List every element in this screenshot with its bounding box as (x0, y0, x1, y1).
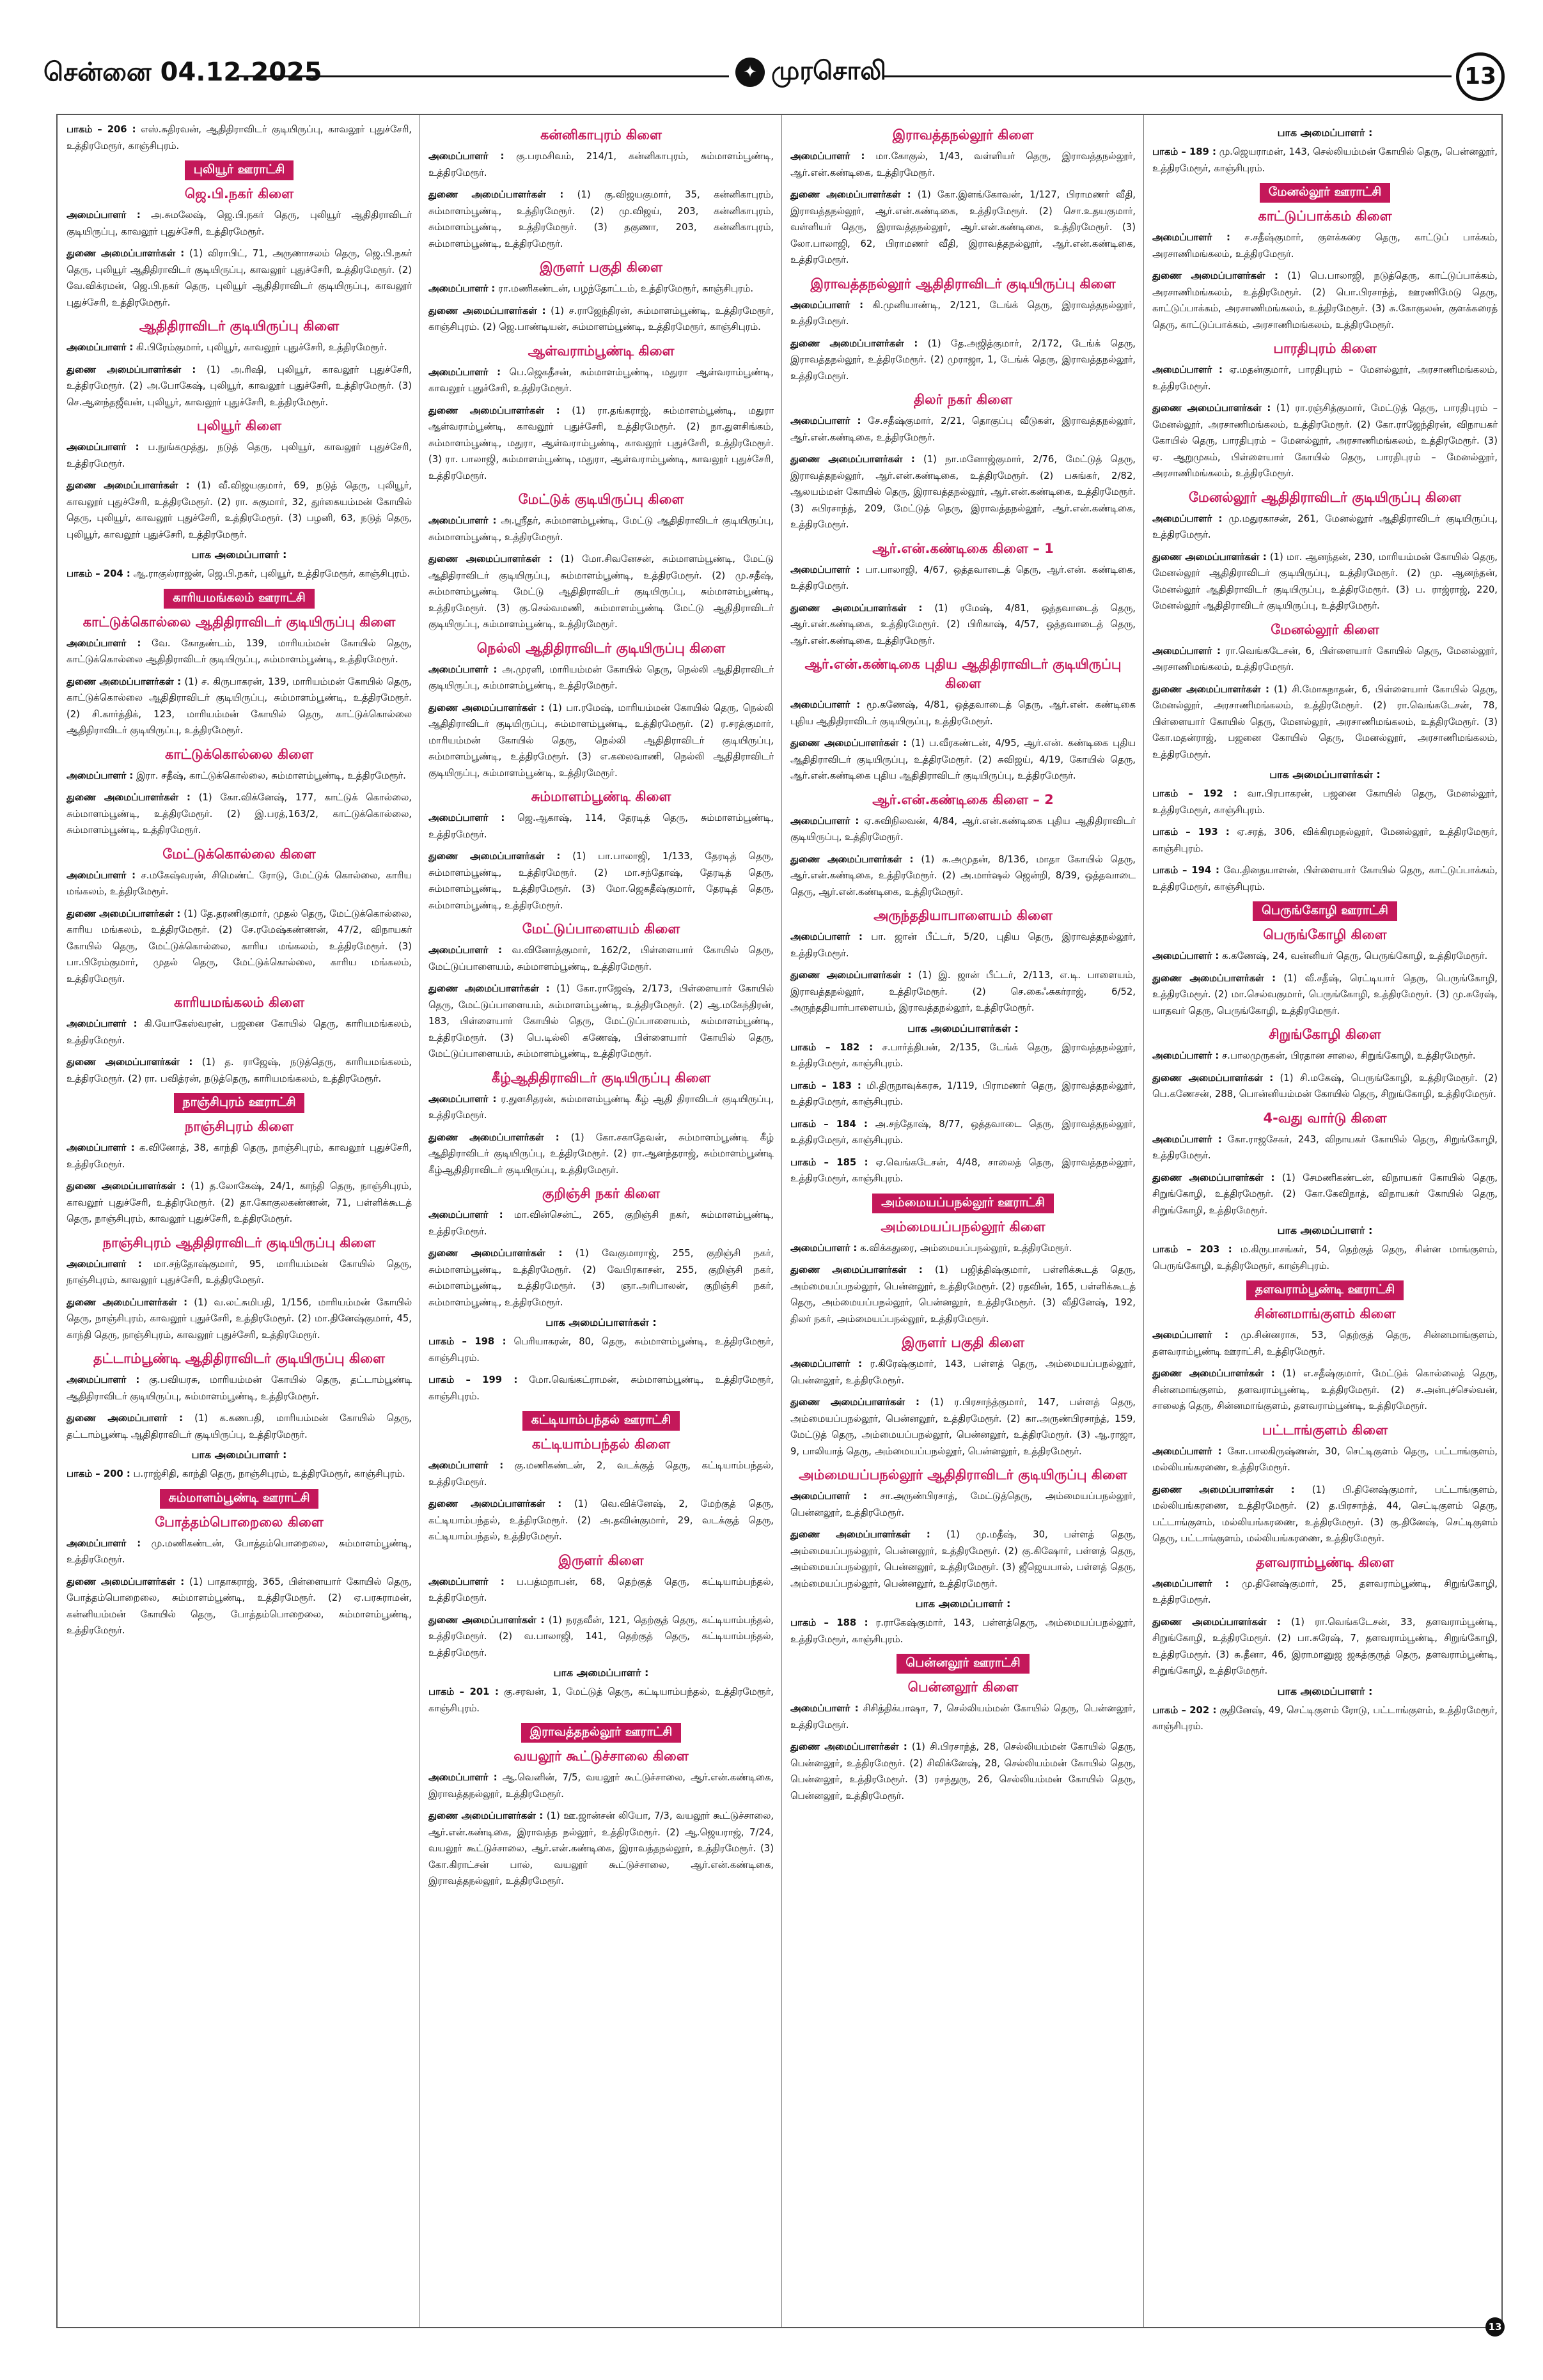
appointment-entry: துணை அமைப்பாளர்கள் : (1) சி.மோகநாதன், 6, பிள்ளையார் கோயில் தெரு, மேனல்லூர், அரசாணிமங்கலம், உத்திரமேரூர். (2) ரா.வெங்கடேசன், 78, பிள்ளையார் கோயில் தெரு, மேனல்லூர், அரசாணிமங்கலம், உத்திரமேரூர். (3) கோ.மதன்ராஜ், பஜனை கோயில் தெரு, மேனல்லூர், அரசாணிமங்கலம், உத்திரமேரூர். (1152, 683, 1498, 760)
appointment-entry: அமைப்பாளர் : மு.தினேஷ்குமார், 25, தளவராம்பூண்டி, சிறுங்கோழி, உத்திரமேரூர். (1152, 1578, 1498, 1605)
panchayat-heading: அம்மையப்பநல்லூர் ஊராட்சி (872, 1194, 1054, 1213)
appointment-entry: பாகம் – 200 : ப.ராஜ்சிதி, காந்தி தெரு, நாஞ்சிபுரம், உத்திரமேரூர், காஞ்சிபுரம். (67, 1468, 405, 1479)
branch-heading: ஆர்.என்.கண்டிகை கிளை – 2 (872, 791, 1054, 807)
appointment-entry: துணை அமைப்பாளர்கள் : (1) வ.லட்சுமிபதி, 1/156, மாரியம்மன் கோயில் தெரு, நாஞ்சிபுரம், காவலூர் புதுச்சேரி, உத்திரமேரூர். (2) மா.தினேஷ்குமார், 45, காந்தி தெரு, நாஞ்சிபுரம், காவலூர் புதுச்சேரி, உத்திரமேரூர். (67, 1296, 412, 1341)
panchayat-heading: பெருங்கோழி ஊராட்சி (1253, 901, 1397, 921)
appointment-entry: துணை அமைப்பாளர்கள் : (1) சேமணிகண்டன், விநாயகர் கோயில் தெரு, சிறுங்கோழி, உத்திரமேரூர். (2) கோ.கேவிநாத், விநாயகர் கோயில் தெரு, சிறுங்கோழி, உத்திரமேரூர். (1152, 1172, 1498, 1216)
appointment-entry: அமைப்பாளர் : அ.சுமலேஷ், ஜெ.பி.நகர் தெரு, புலியூர் ஆதிதிராவிடர் குடியிருப்பு, காவலூர் புதுச்சேரி, உத்திரமேரூர். (67, 210, 412, 237)
branch-heading: ஆதிதிராவிடர் குடியிருப்பு கிளை (139, 318, 340, 334)
appointment-entry: அமைப்பாளர் : ச.மகேஷ்வரன், சிமெண்ட் ரோடு, மேட்டுக் கொல்லை, காரிய மங்கலம், உத்திரமேரூர். (67, 869, 412, 897)
appointment-entry: துணை அமைப்பாளர்கள் : (1) கோ.ராஜேஷ், 2/173, பிள்ளையார் கோயில் தெரு, மேட்டுப்பாளையம், சும்மாளம்பூண்டி, உத்திரமேரூர். (2) ஆ.மகேந்திரன், 183, பிள்ளையார் கோயில் தெரு, மேட்டுப்பாளையம், சும்மாளம்பூண்டி, உத்திரமேரூர். (3) பெ.டில்லி கணேஷ், பிள்ளையார் கோயில் தெரு, மேட்டுப்பாளையம், சும்மாளம்பூண்டி, உத்திரமேரூர். (428, 983, 774, 1059)
appointment-entry: துணை அமைப்பாளர் : (1) க.கணபதி, மாரியம்மன் கோயில் தெரு, தட்டாம்பூண்டி ஆதிதிராவிடர் குடியிருப்பு, உத்திரமேரூர். (67, 1413, 412, 1440)
appointment-entry: அமைப்பாளர் : ர.கிரேஷ்குமார், 143, பள்ளத் தெரு, அம்மையப்பநல்லூர், பென்னலூர், உத்திரமேரூர். (790, 1358, 1136, 1386)
branch-heading: தட்டாம்பூண்டி ஆதிதிராவிடர் குடியிருப்பு கிளை (93, 1351, 386, 1366)
appointment-entry: துணை அமைப்பாளர்கள் : (1) பா.பாலாஜி, 1/133, தேரடித் தெரு, சும்மாளம்பூண்டி, உத்திரமேரூர். (2) மா.சந்தோஷ், தேரடித் தெரு, சும்மாளம்பூண்டி, உத்திரமேரூர். (3) மோ.ஜெகதீஷ்குமார், தேரடித் தெரு, சும்மாளம்பூண்டி, உத்திரமேரூர். (428, 851, 774, 911)
appointment-entry: துணை அமைப்பாளர்கள் : (1) பி.தினேஷ்குமார், பட்டாங்குளம், மல்லியங்கரணை, உத்திரமேரூர். (2) த.பிரசாந்த், 44, செட்டிகுளம் தெரு, பட்டாங்குளம், மல்லியங்கரணை, உத்திரமேரூர். (3) கு.தினேஷ், செட்டிகுளம் தெரு, பட்டாங்குளம், மல்லியங்கரணை, உத்திரமேரூர். (1152, 1484, 1498, 1544)
appointment-entry: அமைப்பாளர் : க.விக்கதுரை, அம்மையப்பநல்லூர், உத்திரமேரூர். (790, 1242, 1072, 1254)
branch-heading: வயலூர் கூட்டுச்சாலை கிளை (513, 1748, 689, 1764)
appointment-entry: துணை அமைப்பாளர்கள் : (1) சி.மகேஷ், பெருங்கோழி, உத்திரமேரூர். (2) பெ.கணேசன், 288, பொன்னியம்மன் கோயில் தெரு, சிறுங்கோழி, உத்திரமேரூர். (1152, 1072, 1498, 1100)
appointment-entry: அமைப்பாளர் : வ.வினோத்குமார், 162/2, பிள்ளையார் கோயில் தெரு, மேட்டுப்பாளையம், சும்மாளம்பூண்டி, உத்திரமேரூர். (428, 945, 774, 972)
branch-heading: இருளர் பகுதி கிளை (540, 260, 662, 275)
footer-page-number: 13 (1485, 2317, 1505, 2337)
appointment-entry: துணை அமைப்பாளர்கள் : (1) வேகுமாராஜ், 255, குறிஞ்சி நகர், சும்மாளம்பூண்டி, உத்திரமேரூர். (2) வேபிரகாசன், 255, குறிஞ்சி நகர், சும்மாளம்பூண்டி, உத்திரமேரூர். (3) ஞா.அரிபாலன், குறிஞ்சி நகர், சும்மாளம்பூண்டி, உத்திரமேரூர். (428, 1248, 774, 1308)
branch-heading: மேட்டுக் குடியிருப்பு கிளை (518, 492, 684, 507)
appointment-entry: அமைப்பாளர் : வே. கோதண்டம், 139, மாரியம்மன் கோயில் தெரு, காட்டுக்கொல்லை ஆதிதிராவிடர் குடியிருப்பு, சும்மாளம்பூண்டி, உத்திரமேரூர். (67, 637, 412, 665)
section-subheading: பாக அமைப்பாளர் : (191, 548, 287, 561)
branch-heading: அருந்ததியாபாளையம் கிளை (873, 908, 1053, 923)
branch-heading: பெருங்கோழி கிளை (1263, 927, 1387, 942)
appointment-entry: அமைப்பாளர் : மு.சின்னராசு, 53, தெற்குத் தெரு, சின்னமாங்குளம், தளவராம்பூண்டி ஊராட்சி, உத்திரமேரூர். (1152, 1330, 1498, 1357)
appointment-entry: அமைப்பாளர் : ஜெ.ஆகாஷ், 114, தேரடித் தெரு, சும்மாளம்பூண்டி, உத்திரமேரூர். (428, 813, 774, 840)
appointment-entry: துணை அமைப்பாளர்கள் : (1) நா.மனோஜ்குமார், 2/76, மேட்டுத் தெரு, இராவத்தநல்லூர், ஆர்.என்.கண்டிகை, உத்திரமேரூர். (2) பசுங்கர், 2/82, ஆலயம்மன் கோயில் தெரு, இராவத்தநல்லூர், ஆர்.என்.கண்டிகை, உத்திரமேரூர். (3) சுபிரசாந்த், 209, மேட்டுத் தெரு, இராவத்தநல்லூர், ஆர்.என்.கண்டிகை, உத்திரமேரூர். (790, 454, 1136, 530)
branch-heading: பென்னலூர் கிளை (907, 1679, 1019, 1695)
section-subheading: பாக அமைப்பாளர் : (1277, 127, 1373, 139)
appointment-entry: துணை அமைப்பாளர்கள் : (1) பா.ரமேஷ், மாரியம்மன் கோயில் தெரு, நெல்லி ஆதிதிராவிடர் குடியிருப்பு, சும்மாளம்பூண்டி, உத்திரமேரூர். (2) ர.சரத்குமார், மாரியம்மன் கோயில் தெரு, நெல்லி ஆதிதிராவிடர் குடியிருப்பு, சும்மாளம்பூண்டி, உத்திரமேரூர். (3) எ.கலைவாணி, நெல்லி ஆதிதிராவிடர் குடியிருப்பு, சும்மாளம்பூண்டி, உத்திரமேரூர். (428, 702, 774, 779)
appointment-entry: பாகம் – 203 : ம.கிருபாசங்கர், 54, தெற்குத் தெரு, சின்ன மாங்குளம், பெருங்கோழி, உத்திரமேரூர், காஞ்சிபுரம். (1152, 1244, 1498, 1272)
appointment-entry: துணை அமைப்பாளர்கள் : (1) ஊ.ஜான்சன் லியோ, 7/3, வயலூர் கூட்டுச்சாலை, ஆர்.என்.கண்டிகை, இராவத்த நல்லூர், உத்திரமேரூர். (2) ஆ.ஜெயராஜ், 7/24, வயலூர் கூட்டுச்சாலை, ஆர்.என்.கண்டிகை, இராவத்தநல்லூர், உத்திரமேரூர். (3) கோ.கிராட்சன் பால், வயலூர் கூட்டுச்சாலை, ஆர்.என்.கண்டிகை, இராவத்தநல்லூர், உத்திரமேரூர். (428, 1810, 774, 1886)
appointment-entry: அமைப்பாளர் : பா.பாலாஜி, 4/67, ஒத்தவாடைத் தெரு, ஆர்.என். கண்டிகை, உத்திரமேரூர். (790, 564, 1136, 591)
branch-heading: கன்னிகாபுரம் கிளை (540, 127, 662, 143)
appointment-entry: அமைப்பாளர் : மா.வின்சென்ட், 265, குறிஞ்சி நகர், சும்மாளம்பூண்டி, உத்திரமேரூர். (428, 1209, 774, 1237)
branch-heading: திலர் நகர் கிளை (913, 392, 1013, 407)
appointment-entry: அமைப்பாளர் : மா.சந்தோஷ்குமார், 95, மாரியம்மன் கோயில் தெரு, நாஞ்சிபுரம், காவலூர் புதுச்சேரி, உத்திரமேரூர். (67, 1258, 412, 1286)
branch-heading: ஆர்.என்.கண்டிகை புதிய ஆதிதிராவிடர் குடியிருப்பு கிளை (804, 657, 1122, 691)
appointment-entry: பாகம் – 201 : கு.சரவன், 1, மேட்டுத் தெரு, கட்டியாம்பந்தல், உத்திரமேரூர், காஞ்சிபுரம். (428, 1686, 774, 1714)
appointment-entry: அமைப்பாளர் : அ.ஸ்ரீதர், சும்மாளம்பூண்டி, மேட்டு ஆதிதிராவிடர் குடியிருப்பு, சும்மாளம்பூண்டி, உத்திரமேரூர். (428, 515, 774, 543)
panchayat-heading: இராவத்தநல்லூர் ஊராட்சி (521, 1723, 682, 1743)
section-subheading: பாக அமைப்பாளர் : (1277, 1224, 1373, 1236)
appointment-entry: துணை அமைப்பாளர்கள் : (1) பெ.பாலாஜி, நடுத்தெரு, காட்டுப்பாக்கம், அரசாணிமங்கலம், உத்திரமேரூர். (2) பொ.பிரசாந்த், ஊரணிமேடு தெரு, காட்டுப்பாக்கம், அரசாணிமங்கலம், உத்திரமேரூர். (3) சு.கோகுலன், குளக்கரைத் தெரு, காட்டுப்பாக்கம், அரசாணிமங்கலம், உத்திரமேரூர். (1152, 270, 1498, 331)
appointment-entry: அமைப்பாளர் : மு.மதுரகாசன், 261, மேனல்லூர் ஆதிதிராவிடர் குடியிருப்பு, உத்திரமேரூர். (1152, 513, 1498, 540)
branch-heading: இருளர் கிளை (558, 1552, 644, 1568)
appointment-entry: பாகம் – 194 : வே.தினதயாளன், பிள்ளையார் கோயில் தெரு, காட்டுப்பாக்கம், உத்திரமேரூர், காஞ்சிபுரம். (1152, 865, 1498, 892)
section-subheading: பாக அமைப்பாளர்கள் : (907, 1022, 1019, 1034)
branch-heading: சின்னமாங்குளம் கிளை (1254, 1306, 1396, 1321)
column-divider (419, 115, 420, 2327)
appointment-entry: துணை அமைப்பாளர்கள் : (1) எ.சதீஷ்குமார், மேட்டுக் கொல்லைத் தெரு, சின்னமாங்குளம், தளவராம்பூண்டி, உத்திரமேரூர். (2) ச.அன்புச்செல்வன், சாலைத் தெரு, சின்னமாங்குளம், தளவராம்பூண்டி, உத்திரமேரூர். (1152, 1368, 1498, 1412)
branch-heading: புலியூர் கிளை (196, 418, 282, 433)
appointment-entry: துணை அமைப்பாளர்கள் : (1) மா. ஆனந்தன், 230, மாரியம்மன் கோயில் தெரு, மேனல்லூர் ஆதிதிராவிடர் குடியிருப்பு, உத்திரமேரூர். (2) மு. ஆனந்தன், மேனல்லூர் ஆதிதிராவிடர் குடியிருப்பு, உத்திரமேரூர். (3) ப. ராஜ்ராஜ், 220, மேனல்லூர் ஆதிதிராவிடர் குடியிருப்பு, உத்திரமேரூர். (1152, 551, 1498, 611)
appointment-entry: பாகம் – 189 : மு.ஜெயராமன், 143, செல்லியம்மன் கோயில் தெரு, பென்னலூர், உத்திரமேரூர், காஞ்சிபுரம். (1152, 146, 1498, 174)
appointment-entry: துணை அமைப்பாளர்கள் : (1) விராபிட், 71, அருணாசலம் தெரு, ஜெ.பி.நகர் தெரு, புலியூர் ஆதிதிராவிடர் குடியிருப்பு, காவலூர் புதுச்சேரி, உத்திரமேரூர். (2) வே.விக்ரமன், ஜெ.பி.நகர் தெரு, புலியூர் ஆதிதிராவிடர் குடியிருப்பு, காவலூர் புதுச்சேரி, உத்திரமேரூர். (67, 248, 412, 308)
appointment-entry: துணை அமைப்பாளர்கள் : (1) ச. கிருபாகரன், 139, மாரியம்மன் கோயில் தெரு, காட்டுக்கொல்லை ஆதிதிராவிடர் குடியிருப்பு, சும்மாளம்பூண்டி, உத்திரமேரூர். (2) சி.கார்த்திக், 123, மாரியம்மன் கோயில் தெரு, காட்டுக்கொல்லை ஆதிதிராவிடர் குடியிருப்பு, உத்திரமேரூர். (67, 676, 412, 736)
branch-heading: இராவத்தநல்லூர் கிளை (892, 127, 1034, 143)
appointment-entry: பாகம் – 183 : மி.திருநாவுக்கரசு, 1/119, பிராமணர் தெரு, இராவத்தநல்லூர், உத்திரமேரூர், காஞ்சிபுரம். (790, 1080, 1136, 1107)
branch-heading: சும்மாளம்பூண்டி கிளை (531, 789, 671, 804)
appointment-entry: பாகம் – 202 : குதினேஷ், 49, செட்டிகுளம் ரோடு, பட்டாங்குளம், உத்திரமேரூர், காஞ்சிபுரம். (1152, 1704, 1498, 1732)
panchayat-heading: காரியமங்கலம் ஊராட்சி (164, 589, 314, 609)
appointment-entry: அமைப்பாளர் : மூ.கணேஷ், 4/81, ஒத்தவாடைத் தெரு, ஆர்.என். கண்டிகை புதிய ஆதிதிராவிடர் குடியிருப்பு, உத்திரமேரூர். (790, 699, 1136, 727)
appointment-entry: பாகம் – 206 : எஸ்.சுதிரவன், ஆதிதிராவிடர் குடியிருப்பு, காவலூர் புதுச்சேரி, உத்திரமேரூர், காஞ்சிபுரம். (67, 124, 412, 152)
branch-heading: ஆர்.என்.கண்டிகை கிளை – 1 (872, 540, 1054, 556)
appointment-entry: துணை அமைப்பாளர்கள் : (1) வீ.விஜயகுமார், 69, நடுத் தெரு, புலியூர், காவலூர் புதுச்சேரி, உத்திரமேரூர். (2) ரா. சுகுமார், 32, துர்கையம்மன் கோயில் தெரு, புலியூர், காவலூர் புதுச்சேரி, உத்திரமேரூர். (3) பழனி, 63, நடுத் தெரு, புலியூர், காவலூர் புதுச்சேரி, உத்திரமேரூர். (67, 480, 412, 540)
branch-heading: இருளர் பகுதி கிளை (902, 1335, 1024, 1350)
appointment-entry: அமைப்பாளர் : கி.யோகேஸ்வரன், பஜனை கோயில் தெரு, காரியமங்கலம், உத்திரமேரூர். (67, 1018, 412, 1046)
appointment-entry: பாகம் – 199 : மோ.வெங்கட்ராமன், சும்மாளம்பூண்டி, உத்திரமேரூர், காஞ்சிபுரம். (428, 1374, 774, 1402)
panchayat-heading: கட்டியாம்பந்தல் ஊராட்சி (522, 1411, 680, 1431)
branch-heading: பட்டாங்குளம் கிளை (1262, 1422, 1388, 1438)
section-subheading: பாக அமைப்பாளர் : (915, 1598, 1011, 1610)
appointment-entry: துணை அமைப்பாளர்கள் : (1) தே.தரணிகுமார், முதல் தெரு, மேட்டுக்கொல்லை, காரிய மங்கலம், உத்திரமேரூர். (2) சே.ரமேஷ்கண்ணன், 47/2, விநாயகர் கோயில் தெரு, மேட்டுக்கொல்லை, காரிய மங்கலம், உத்திரமேரூர். (3) பா.பிரேம்குமார், முதல் தெரு, மேட்டுக்கொல்லை, காரிய மங்கலம், உத்திரமேரூர். (67, 908, 412, 984)
branch-heading: ஜெ.பி.நகர் கிளை (184, 186, 294, 201)
appointment-entry: துணை அமைப்பாளர்கள் : (1) கு.விஜயகுமார், 35, கன்னிகாபுரம், சும்மாளம்பூண்டி, உத்திரமேரூர். (2) மு.விஜய், 203, கன்னிகாபுரம், சும்மாளம்பூண்டி, உத்திரமேரூர். (3) தகுணா, 203, கன்னிகாபுரம், சும்மாளம்பூண்டி, உத்திரமேரூர். (428, 189, 774, 249)
dateline: சென்னை 04.12.2025 (43, 58, 322, 87)
branch-heading: கட்டியாம்பந்தல் கிளை (531, 1436, 671, 1452)
section-subheading: பாக அமைப்பாளர்கள் : (545, 1316, 657, 1328)
appointment-entry: பாகம் – 184 : அ.சந்தோஷ், 8/77, ஒத்தவாடை தெரு, இராவத்தநல்லூர், உத்திரமேரூர், காஞ்சிபுரம். (790, 1118, 1136, 1146)
article-frame (56, 114, 1503, 2328)
column-3 (790, 121, 1136, 1810)
branch-heading: குறிஞ்சி நகர் கிளை (542, 1186, 661, 1201)
page-number-badge: 13 (1456, 52, 1505, 101)
section-subheading: பாக அமைப்பாளர் : (1277, 1684, 1373, 1697)
appointment-entry: துணை அமைப்பாளர்கள் : (1) வெ.விக்னேஷ், 2, மேற்குத் தெரு, கட்டியாம்பந்தல், உத்திரமேரூர். (2) அ.தவின்குமார், 29, வடக்குத் தெரு, கட்டியாம்பந்தல், உத்திரமேரூர். (428, 1498, 774, 1542)
appointment-entry: அமைப்பாளர் : ப.நுங்கமுத்து, நடுத் தெரு, புலியூர், காவலூர் புதுச்சேரி, உத்திரமேரூர். (67, 442, 412, 469)
appointment-entry: அமைப்பாளர் : கி.பிரேம்குமார், புலியூர், காவலூர் புதுச்சேரி, உத்திரமேரூர். (67, 342, 388, 353)
appointment-entry: அமைப்பாளர் : ஆ.வெனின், 7/5, வயலூர் கூட்டுச்சாலை, ஆர்.என்.கண்டிகை, இராவத்தநல்லூர், உத்திரமேரூர். (428, 1772, 774, 1800)
branch-heading: மேட்டுப்பாளையம் கிளை (522, 921, 680, 937)
column-divider (1143, 115, 1144, 2327)
appointment-entry: துணை அமைப்பாளர்கள் : (1) மு.மதீஷ், 30, பள்ளத் தெரு, அம்மையப்பநல்லூர், பென்னலூர், உத்திரமேரூர். (2) கு.கிஷோர், பள்ளத் தெரு, அம்மையப்பநல்லூர், பென்னலூர், உத்திரமேரூர். (3) ஜீஜெயபால், பள்ளத் தெரு, அம்மையப்பநல்லூர், பென்னலூர், உத்திரமேரூர். (790, 1529, 1136, 1589)
appointment-entry: அமைப்பாளர் : க.கணேஷ், 24, வன்னியர் தெரு, பெருங்கோழி, உத்திரமேரூர். (1152, 951, 1488, 961)
panchayat-heading: பென்னலூர் ஊராட்சி (897, 1654, 1029, 1674)
appointment-entry: துணை அமைப்பாளர்கள் : (1) சி.பிரசாந்த், 28, செல்லியம்மன் கோயில் தெரு, பென்னலூர், உத்திரமேரூர். (2) சிவிக்னேஷ், 28, செல்லியம்மன் கோயில் தெரு, பென்னலூர், உத்திரமேரூர். (3) ரசந்துரு, 26, செல்லியம்மன் கோயில் தெரு, பென்னலூர், உத்திரமேரூர். (790, 1741, 1136, 1801)
appointment-entry: அமைப்பாளர் : கு.மணிகண்டன், 2, வடக்குத் தெரு, கட்டியாம்பந்தல், உத்திரமேரூர். (428, 1460, 774, 1488)
appointment-entry: அமைப்பாளர் : சிசித்திக்பாஷா, 7, செல்லியம்மன் கோயில் தெரு, பென்னலூர், உத்திரமேரூர். (790, 1703, 1136, 1731)
appointment-entry: அமைப்பாளர் : பெ.ஜெகதீசன், சும்மாளம்பூண்டி, மதுரா ஆள்வராம்பூண்டி, காவலூர் புதுச்சேரி, உத்திரமேரூர். (428, 366, 774, 394)
appointment-entry: அமைப்பாளர் : கோ.பாலகிருஷ்ணன், 30, செட்டிகுளம் தெரு, பட்டாங்குளம், மல்லியங்கரணை, உத்திரமேரூர். (1152, 1445, 1498, 1473)
branch-heading: காரியமங்கலம் கிளை (174, 995, 304, 1010)
masthead-rule-left (237, 75, 729, 77)
section-subheading: பாக அமைப்பாளர் : (191, 1449, 287, 1461)
column-1 (67, 121, 412, 1645)
section-subheading: பாக அமைப்பாளர் : (553, 1667, 649, 1679)
appointment-entry: துணை அமைப்பாளர்கள் : (1) பஜித்திஷ்குமார், பள்ளிக்கூடத் தெரு, அம்மையப்பநல்லூர், பென்னலூர், உத்திரமேரூர். (2) ரதவின், 165, பள்ளிக்கூடத் தெரு, அம்மையப்பநல்லூர், பென்னலூர், உத்திரமேரூர். (3) வீதினேஷ், 192, திலர் நகர், அம்மையப்பநல்லூர், உத்திரமேரூர். (790, 1264, 1136, 1325)
appointment-entry: பாகம் – 192 : வா.பிரபாகரன், பஜனை கோயில் தெரு, மேனல்லூர், உத்திரமேரூர், காஞ்சிபுரம். (1152, 788, 1498, 816)
appointment-entry: அமைப்பாளர் : பா. ஜான் பீட்டர், 5/20, புதிய தெரு, இராவத்தநல்லூர், உத்திரமேரூர். (790, 931, 1136, 959)
appointment-entry: அமைப்பாளர் : சா.அருண்பிரசாத், மேட்டுத்தெரு, அம்மையப்பநல்லூர், பென்னலூர், உத்திரமேரூர். (790, 1491, 1136, 1518)
branch-heading: மேட்டுக்கொல்லை கிளை (162, 846, 316, 862)
panchayat-heading: நாஞ்சிபுரம் ஊராட்சி (174, 1093, 305, 1113)
appointment-entry: அமைப்பாளர் : ச.சதீஷ்குமார், குளக்கரை தெரு, காட்டுப் பாக்கம், அரசாணிமங்கலம், உத்திரமேரூர். (1152, 232, 1498, 260)
panchayat-heading: புலியூர் ஊராட்சி (185, 160, 294, 180)
appointment-entry: அமைப்பாளர் : கு.பவியரசு, மாரியம்மன் கோயில் தெரு, தட்டாம்பூண்டி ஆதிதிராவிடர் குடியிருப்பு, சும்மாளம்பூண்டி, உத்திரமேரூர். (67, 1374, 412, 1402)
appointment-entry: துணை அமைப்பாளர்கள் : (1) த.லோகேஷ், 24/1, காந்தி தெரு, நாஞ்சிபுரம், காவலூர் புதுச்சேரி, உத்திரமேரூர். (2) தா.கோகுலகண்ணன், 71, பள்ளிக்கூடத் தெரு, நாஞ்சிபுரம், காவலூர் புதுச்சேரி, உத்திரமேரூர். (67, 1181, 412, 1224)
appointment-entry: பாகம் – 193 : ஏ.சரத், 306, விக்கிரமநல்லூர், மேனல்லூர், உத்திரமேரூர், காஞ்சிபுரம். (1152, 827, 1498, 854)
panchayat-heading: மேனல்லூர் ஊராட்சி (1260, 183, 1390, 203)
column-divider (781, 115, 782, 2327)
appointment-entry: துணை அமைப்பாளர்கள் : (1) கோ.இளங்கோவன், 1/127, பிராமணர் வீதி, இராவத்தநல்லூர், ஆர்.என்.கண்டிகை, உத்திரமேரூர். (2) சொ.உதயகுமார், வள்ளியர் தெரு, இராவத்தநல்லூர், ஆர்.என்.கண்டிகை, உத்திரமேரூர். (3) லோ.பாலாஜி, 62, பிராமணர் வீதி, இராவத்தநல்லூர், ஆர்.என்.கண்டிகை, உத்திரமேரூர். (790, 189, 1136, 265)
appointment-entry: துணை அமைப்பாளர்கள் : (1) சு.அமுதன், 8/136, மாதா கோயில் தெரு, ஆர்.என்.கண்டிகை, உத்திரமேரூர். (2) அ.மார்ஷல் ஜென்றி, 8/39, ஒத்தவாடை தெரு, ஆர்.என்.கண்டிகை, உத்திரமேரூர். (790, 853, 1136, 898)
branch-heading: கீழ்ஆதிதிராவிடர் குடியிருப்பு கிளை (491, 1069, 711, 1085)
appointment-entry: துணை அமைப்பாளர்கள் : (1) நரதவீன், 121, தெற்குத் தெரு, கட்டியாம்பந்தல், உத்திரமேரூர். (2) வ.பாலாஜி, 141, தெற்குத் தெரு, கட்டியாம்பந்தல், உத்திரமேரூர். (428, 1614, 774, 1658)
paper-logo (735, 56, 886, 89)
appointment-entry: துணை அமைப்பாளர்கள் : (1) வீ.சதீஷ், ரெட்டியார் தெரு, பெருங்கோழி, உத்திரமேரூர். (2) மா.செல்வகுமார், பெருங்கோழி, உத்திரமேரூர். (3) மு.சுரேஷ், யாதவர் தெரு, பெருங்கோழி, உத்திரமேரூர். (1152, 972, 1498, 1016)
branch-heading: காட்டுக்கொல்லை கிளை (164, 746, 314, 762)
appointment-entry: அமைப்பாளர் : சே.சதீஷ்குமார், 2/21, தொகுப்பு வீடுகள், இராவத்தநல்லூர், ஆர்.என்.கண்டிகை, உத்திரமேரூர். (790, 416, 1136, 443)
appointment-entry: துணை அமைப்பாளர்கள் : (1) அ.ரிஷி, புலியூர், காவலூர் புதுச்சேரி, உத்திரமேரூர். (2) அ.போகேஷ், புலியூர், காவலூர் புதுச்சேரி, உத்திரமேரூர். (3) செ.ஆனந்தஜீவன், புலியூர், காவலூர் புதுச்சேரி, உத்திரமேரூர். (67, 364, 412, 408)
branch-heading: காட்டுக்கொல்லை ஆதிதிராவிடர் குடியிருப்பு கிளை (82, 614, 396, 630)
branch-heading: பாரதிபுரம் கிளை (1273, 341, 1377, 356)
emblem-icon: ✦ (735, 58, 765, 87)
appointment-entry: துணை அமைப்பாளர்கள் : (1) கோ.விக்னேஷ், 177, காட்டுக் கொல்லை, சும்மாளம்பூண்டி, உத்திரமேரூர். (2) இ.பரத்,163/2, காட்டுக்கொல்லை, சும்மாளம்பூண்டி, உத்திரமேரூர். (67, 792, 412, 836)
branch-heading: காட்டுப்பாக்கம் கிளை (1258, 208, 1392, 224)
appointment-entry: அமைப்பாளர் : கி.முனியாண்டி, 2/121, டேங்க் தெரு, இராவத்தநல்லூர், உத்திரமேரூர். (790, 299, 1136, 327)
branch-heading: மேனல்லூர் ஆதிதிராவிடர் குடியிருப்பு கிளை (1188, 489, 1462, 505)
appointment-entry: அமைப்பாளர் : மா.கோகுல், 1/43, வள்ளியர் தெரு, இராவத்தநல்லூர், ஆர்.என்.கண்டிகை, உத்திரமேரூர். (790, 151, 1136, 178)
column-2 (428, 121, 774, 1895)
appointment-entry: துணை அமைப்பாளர்கள் : (1) ரமேஷ், 4/81, ஒத்தவாடைத் தெரு, ஆர்.என்.கண்டிகை, உத்திரமேரூர். (2) பிரிகாஷ், 4/57, ஒத்தவாடைத் தெரு, ஆர்.என்.கண்டிகை, உத்திரமேரூர். (790, 602, 1136, 646)
appointment-entry: அமைப்பாளர் : மு.மணிகண்டன், போத்தம்பொறைலை, சும்மாளம்பூண்டி, உத்திரமேரூர். (67, 1537, 412, 1565)
appointment-entry: அமைப்பாளர் : ஏ.சுவிநிலவன், 4/84, ஆர்.என்.கண்டிகை புதிய ஆதிதிராவிடர் குடியிருப்பு, உத்திரமேரூர். (790, 815, 1136, 843)
appointment-entry: துணை அமைப்பாளர்கள் : (1) த. ராஜேஷ், நடுத்தெரு, காரியமங்கலம், உத்திரமேரூர். (2) ரா. பவித்ரன், நடுத்தெரு, காரியமங்கலம், உத்திரமேரூர். (67, 1057, 412, 1084)
panchayat-heading: சும்மாளம்பூண்டி ஊராட்சி (160, 1489, 319, 1509)
appointment-entry: பாகம் – 198 : பெரியாகரன், 80, தெரு, சும்மாளம்பூண்டி, உத்திரமேரூர், காஞ்சிபுரம். (428, 1336, 774, 1364)
appointment-entry: பாகம் – 185 : ஏ.வெங்கடேசன், 4/48, சாலைத் தெரு, இராவத்தநல்லூர், உத்திரமேரூர், காஞ்சிபுரம். (790, 1156, 1136, 1184)
appointment-entry: அமைப்பாளர் : ர.துளசிதரன், சும்மாளம்பூண்டி கீழ் ஆதி திராவிடர் குடியிருப்பு, உத்திரமேரூர். (428, 1093, 774, 1121)
appointment-entry: அமைப்பாளர் : ச.பாலமுருகன், பிரதான சாலை, சிறுங்கோழி, உத்திரமேரூர். (1152, 1050, 1476, 1061)
appointment-entry: அமைப்பாளர் : அ.முரளி, மாரியம்மன் கோயில் தெரு, நெல்லி ஆதிதிராவிடர் குடியிருப்பு, சும்மாளம்பூண்டி, உத்திரமேரூர். (428, 664, 774, 691)
appointment-entry: துணை அமைப்பாளர்கள் : (1) ச.ராஜேந்திரன், சும்மாளம்பூண்டி, உத்திரமேரூர், காஞ்சிபுரம். (2) ஜெ.பாண்டியன், சும்மாளம்பூண்டி, உத்திரமேரூர், காஞ்சிபுரம். (428, 305, 774, 332)
appointment-entry: அமைப்பாளர் : இரா. சதீஷ், காட்டுக்கொல்லை, சும்மாளம்பூண்டி, உத்திரமேரூர். (67, 770, 406, 781)
appointment-entry: துணை அமைப்பாளர்கள் : (1) ரா.தங்கராஜ், சும்மாளம்பூண்டி, மதுரா ஆள்வராம்பூண்டி, காவலூர் புதுச்சேரி, உத்திரமேரூர். (2) நா.துளசிங்கம், சும்மாளம்பூண்டி, மதுரா, ஆள்வராம்பூண்டி, காவலூர் புதுச்சேரி, உத்திரமேரூர். (3) ரா. பாலாஜி, சும்மாளம்பூண்டி, மதுரா, ஆள்வராம்பூண்டி, காவலூர் புதுச்சேரி, உத்திரமேரூர். (428, 405, 774, 481)
branch-heading: 4-வது வார்டு கிளை (1263, 1110, 1387, 1126)
appointment-entry: அமைப்பாளர் : ரா.வெங்கடேசன், 6, பிள்ளையார் கோயில் தெரு, மேனல்லூர், அரசாணிமங்கலம், உத்திரமேரூர். (1152, 645, 1498, 673)
column-4 (1152, 121, 1498, 1741)
appointment-entry: பாகம் – 204 : ஆ.ராகுல்ராஜன், ஜெ.பி.நகர், புலியூர், உத்திரமேரூர், காஞ்சிபுரம். (67, 568, 411, 579)
appointment-entry: துணை அமைப்பாளர்கள் : (1) ர.பிரசாந்த்குமார், 147, பள்ளத் தெரு, அம்மையப்பநல்லூர், பென்னலூர், உத்திரமேரூர். (2) கா.அருண்பிரசாந்த், 159, மேட்டுத் தெரு, அம்மையப்பநல்லூர், பென்னலூர், உத்திரமேரூர். (3) ஆ.ராஜா, 9, பாலியாத் தெரு, அம்மையப்பநல்லூர், பென்னலூர், உத்திரமேரூர். (790, 1397, 1136, 1457)
appointment-entry: அமைப்பாளர் : ப.பத்மநாபன், 68, தெற்குத் தெரு, கட்டியாம்பந்தல், உத்திரமேரூர். (428, 1576, 774, 1603)
branch-heading: நாஞ்சிபுரம் ஆதிதிராவிடர் குடியிருப்பு கிளை (102, 1234, 376, 1250)
appointment-entry: அமைப்பாளர் : க.வினோத், 38, காந்தி தெரு, நாஞ்சிபுரம், காவலூர் புதுச்சேரி, உத்திரமேரூர். (67, 1142, 412, 1170)
branch-heading: ஆள்வராம்பூண்டி கிளை (528, 343, 675, 359)
masthead-rule-right (882, 75, 1452, 77)
branch-heading: நெல்லி ஆதிதிராவிடர் குடியிருப்பு கிளை (476, 640, 726, 656)
appointment-entry: துணை அமைப்பாளர்கள் : (1) தே.அஜித்குமார், 2/172, டேங்க் தெரு, இராவத்தநல்லூர், உத்திரமேரூர். (2) முராஜா, 1, டேங்க் தெரு, இராவத்தநல்லூர், உத்திரமேரூர். (790, 338, 1136, 382)
appointment-entry: துணை அமைப்பாளர்கள் : (1) மோ.சிவனேசன், சும்மாளம்பூண்டி, மேட்டு ஆதிதிராவிடர் குடியிருப்பு, சும்மாளம்பூண்டி, உத்திரமேரூர். (2) மு.சதீஷ், சும்மாளம்பூண்டி மேட்டு ஆதிதிராவிடர் குடியிருப்பு, சும்மாளம்பூண்டி, உத்திரமேரூர். (3) கு.செல்வமணி, சும்மாளம்பூண்டி மேட்டு ஆதிதிராவிடர் குடியிருப்பு, சும்மாளம்பூண்டி, உத்திரமேரூர். (428, 554, 774, 630)
branch-heading: இராவத்தநல்லூர் ஆதிதிராவிடர் குடியிருப்பு கிளை (810, 276, 1116, 292)
masthead (38, 56, 1505, 95)
appointment-entry: பாகம் – 188 : ர.ராகேஷ்குமார், 143, பள்ளத்தெரு, அம்மையப்பநல்லூர், உத்திரமேரூர், காஞ்சிபுரம். (790, 1617, 1136, 1645)
appointment-entry: பாகம் – 182 : ச.பார்த்திபன், 2/135, டேங்க் தெரு, இராவத்தநல்லூர், உத்திரமேரூர், காஞ்சிபுரம். (790, 1041, 1136, 1069)
appointment-entry: துணை அமைப்பாளர்கள் : (1) கோ.சகாதேவன், சும்மாளம்பூண்டி கீழ் ஆதிதிராவிடர் குடியிருப்பு, உத்திரமேரூர். (2) ரா.ஆனந்தராஜ், சும்மாளம்பூண்டி கீழ்ஆதிதிராவிடர் குடியிருப்பு, உத்திரமேரூர். (428, 1132, 774, 1176)
appointment-entry: துணை அமைப்பாளர்கள் : (1) ரா.வெங்கடேசன், 33, தளவராம்பூண்டி, சிறுங்கோழி, உத்திரமேரூர். (2) பா.சுரேஷ், 7, தளவராம்பூண்டி, சிறுங்கோழி, உத்திரமேரூர். (3) சு.தீனா, 46, இராமானுஜ ஜகத்குருத் தெரு, தளவராம்பூண்டி, சிறுங்கோழி, உத்திரமேரூர். (1152, 1616, 1498, 1676)
branch-heading: போத்தம்பொறைலை கிளை (155, 1514, 324, 1530)
appointment-entry: அமைப்பாளர் : ரா.மணிகண்டன், பழந்தோட்டம், உத்திரமேரூர், காஞ்சிபுரம். (428, 283, 754, 294)
panchayat-heading: தளவராம்பூண்டி ஊராட்சி (1246, 1280, 1404, 1300)
branch-heading: மேனல்லூர் கிளை (1271, 621, 1379, 637)
appointment-entry: அமைப்பாளர் : ஏ.மதன்குமார், பாரதிபுரம் – மேனல்லூர், அரசாணிமங்கலம், உத்திரமேரூர். (1152, 364, 1498, 392)
branch-heading: அம்மையப்பநல்லூர் கிளை (881, 1218, 1046, 1234)
appointment-entry: அமைப்பாளர் : கு.பரமசிவம், 214/1, கன்னிகாபுரம், சும்மாளம்பூண்டி, உத்திரமேரூர். (428, 151, 774, 178)
appointment-entry: அமைப்பாளர் : கோ.ராஜசேகர், 243, விநாயகர் கோயில் தெரு, சிறுங்கோழி, உத்திரமேரூர். (1152, 1133, 1498, 1161)
branch-heading: தளவராம்பூண்டி கிளை (1256, 1554, 1394, 1570)
appointment-entry: துணை அமைப்பாளர்கள் : (1) இ. ஜான் பீட்டர், 2/113, எ.டி. பாளையம், இராவத்தநல்லூர், உத்திரமேரூர். (2) செ.கைஃசுகர்ராஜ், 6/52, அருந்ததியார்பாளையம், இராவத்தநல்லூர், உத்திரமேரூர். (790, 970, 1136, 1013)
paper-name: முரசொலி (771, 56, 886, 86)
appointment-entry: துணை அமைப்பாளர்கள் : (1) பாதாகராஜ், 365, பிள்ளையார் கோயில் தெரு, போத்தம்பொறைலை, சும்மாளம்பூண்டி, உத்திரமேரூர். (2) ஏ.பரசுராமன், கன்னியம்மன் கோயில் தெரு, போத்தம்பொறைலை, சும்மாளம்பூண்டி, உத்திரமேரூர். (67, 1576, 412, 1636)
branch-heading: நாஞ்சிபுரம் கிளை (184, 1119, 294, 1134)
branch-heading: சிறுங்கோழி கிளை (1269, 1027, 1381, 1042)
appointment-entry: துணை அமைப்பாளர்கள் : (1) ப.வீரகண்டன், 4/95, ஆர்.என். கண்டிகை புதிய ஆதிதிராவிடர் குடியிருப்பு, உத்திரமேரூர். (2) சுவிஜய், 4/19, கோயில் தெரு, ஆர்.என்.கண்டிகை புதிய ஆதிதிராவிடர் குடியிருப்பு, உத்திரமேரூர். (790, 738, 1136, 781)
appointment-entry: துணை அமைப்பாளர்கள் : (1) ரா.ரஞ்சித்குமார், மேட்டுத் தெரு, பாரதிபுரம் – மேனல்லூர், அரசாணிமங்கலம், உத்திரமேரூர். (2) கோ.ராஜேந்திரன், விநாயகர் கோயில் தெரு, பாரதிபுரம் – மேனல்லூர், அரசாணிமங்கலம், உத்திரமேரூர். (3) ஏ. ஆறுமுகம், பிள்ளையார் கோயில் தெரு, பாரதிபுரம் – மேனல்லூர், அரசாணிமங்கலம், உத்திரமேரூர். (1152, 403, 1498, 479)
branch-heading: அம்மையப்பநல்லூர் ஆதிதிராவிடர் குடியிருப்பு கிளை (799, 1467, 1127, 1482)
section-subheading: பாக அமைப்பாளர்கள் : (1269, 768, 1381, 781)
